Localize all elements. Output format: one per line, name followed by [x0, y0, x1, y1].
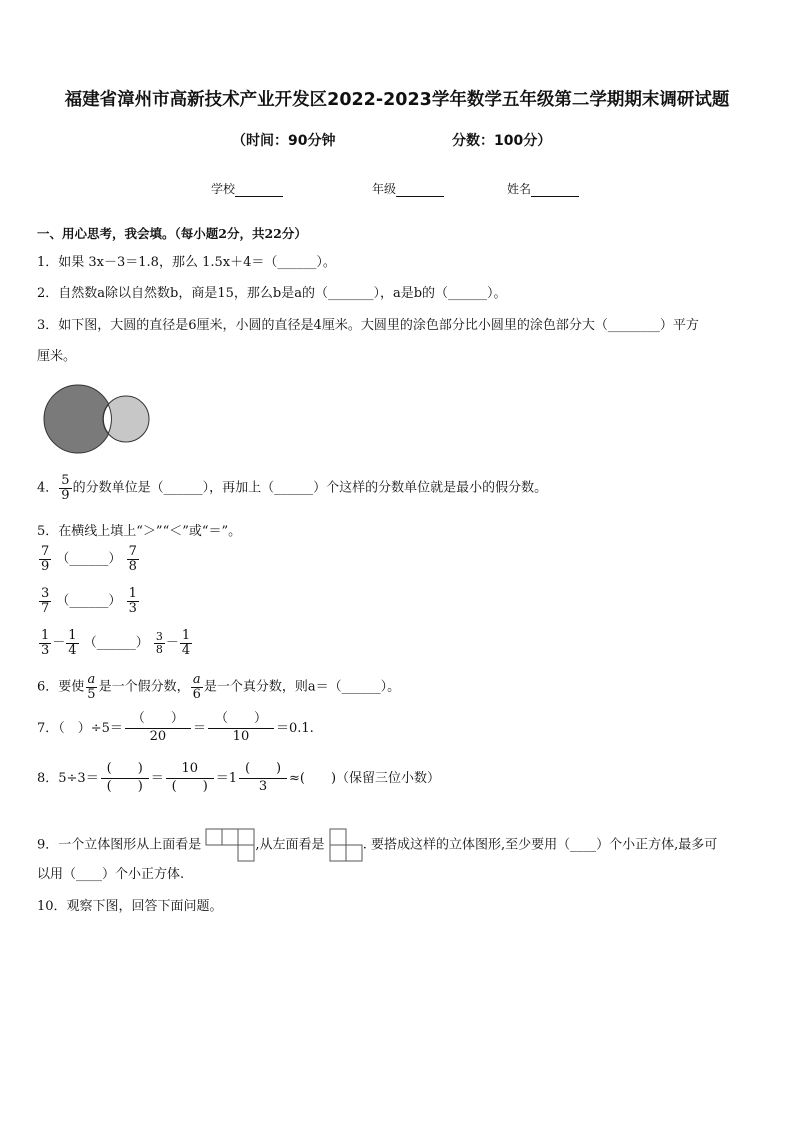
- fraction-5-9: $\frac{5}{9}$: [61, 473, 70, 503]
- question-10: 10．观察下图，回答下面问题。: [37, 899, 223, 914]
- question-9: 9．一个立体图形从上面看是 ,从左面看是 . 要搭成这样的立体图形,至少要用（____）个小正方体,最多可: [37, 828, 717, 862]
- question-4: 4． $\frac{5}{9}$ 的分数单位是（______），再加上（______）个这样的分数单位就是最小的假分数。: [37, 473, 548, 503]
- large-circle: [44, 385, 112, 453]
- question-2: 2．自然数a除以自然数b，商是15，那么b是a的（_______），a是b的（______）。: [37, 286, 507, 301]
- exam-time: （时间：90分钟: [232, 133, 336, 149]
- compare-blank[interactable]: （______）: [56, 593, 122, 609]
- circles-figure: [40, 381, 160, 461]
- compare-blank[interactable]: （______）: [83, 635, 149, 651]
- left-view-figure: [329, 828, 363, 862]
- section-heading: 一、用心思考，我会填。（每小题2分，共22分）: [37, 226, 307, 241]
- question-8: 8．5÷3＝ ( ) ( ) ＝ 10 ( ) ＝1 ( ) 3 ≈( )（保留三位小数）: [37, 761, 441, 794]
- top-view-figure: [205, 828, 255, 862]
- question-6: 6．要使 $\frac{a}{5}$ 是一个假分数， $\frac{a}{6}$ 是一个真分数，则a＝（______）。: [37, 672, 401, 702]
- compare-blank[interactable]: （______）: [56, 551, 122, 567]
- compare-row-2: $\frac{3}{7}$ （______） $\frac{1}{3}$: [41, 586, 137, 616]
- grade-label: 年级: [372, 182, 397, 196]
- exam-score: 分数：100分）: [452, 133, 552, 149]
- question-5: 5．在横线上填上“＞”“＜”或“＝”。: [37, 524, 242, 539]
- answer-blank[interactable]: ______: [277, 255, 317, 270]
- name-label: 姓名: [507, 182, 532, 196]
- grade-field[interactable]: [372, 180, 444, 197]
- page-title: 福建省漳州市高新技术产业开发区2022-2023学年数学五年级第二学期期末调研试题: [64, 90, 730, 110]
- compare-row-1: $\frac{7}{9}$ （______） $\frac{7}{8}$: [41, 544, 137, 574]
- compare-row-3: $\frac{1}{3}$ － $\frac{1}{4}$ （______） $\frac{3}{8}$ － $\frac{1}{4}$: [41, 628, 191, 658]
- name-field[interactable]: [507, 180, 579, 197]
- question-3-line2: 厘米。: [37, 349, 77, 364]
- question-7: 7．（ ）÷5＝ （ ） 20 ＝ （ ） 10 ＝0.1.: [37, 711, 314, 744]
- school-label: 学校: [211, 182, 236, 196]
- question-9-line2: 以用（____）个小正方体.: [37, 867, 185, 882]
- question-3-line1: 3．如下图，大圆的直径是6厘米，小圆的直径是4厘米。大圆里的涂色部分比小圆里的涂色部分大（________）平方: [37, 318, 699, 333]
- school-field[interactable]: [211, 180, 283, 197]
- question-1: 1．如果 3x－3＝1.8，那么 1.5x＋4＝（______）。: [37, 255, 336, 270]
